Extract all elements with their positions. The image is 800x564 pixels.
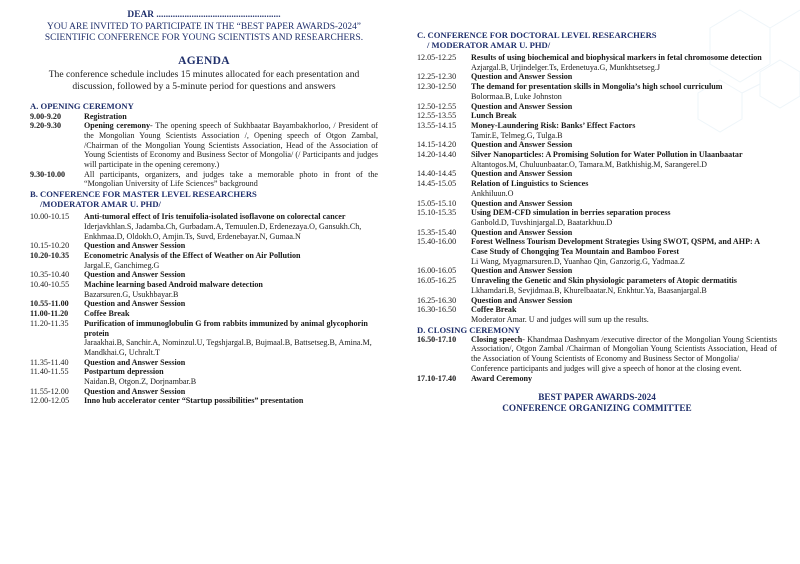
session-title: Coffee Break: [84, 309, 130, 319]
session-content: [471, 140, 777, 150]
section-c-schedule: [417, 53, 777, 325]
session-title: Question and Answer Session: [471, 140, 573, 150]
time-slot: 10.40-10.55: [30, 280, 70, 290]
session-content: [471, 305, 777, 324]
schedule-row: [30, 396, 378, 406]
session-content: [471, 237, 777, 266]
session-title: Question and Answer Session: [471, 72, 573, 82]
session-title: Question and Answer Session: [84, 386, 186, 396]
right-column: [417, 0, 777, 414]
time-slot: 12.00-12.05: [30, 396, 70, 406]
session-content: [471, 169, 777, 179]
session-content: [471, 374, 777, 384]
session-description: All participants, organizers, and judges take a memorable photo in front of the “Mongolian University of Life Sciences” background: [84, 169, 378, 189]
session-title: Forest Wellness Tourism Development Strategies Using SWOT, QSPM, and AHP: A Case Study of Chongqing Tea Mountain and Bamboo Forest: [471, 237, 760, 257]
time-slot: 10.35-10.40: [30, 270, 70, 280]
session-title: Coffee Break: [471, 305, 517, 315]
session-title: Lunch Break: [471, 111, 517, 121]
section-a-title: A. OPENING CEREMONY: [30, 100, 134, 111]
time-slot: 16.05-16.25: [417, 276, 457, 286]
time-slot: 14.20-14.40: [417, 150, 457, 160]
time-slot: 16.25-16.30: [417, 295, 457, 305]
left-column: [30, 0, 378, 406]
section-b-moderator: /MODERATOR AMAR U. PHD/: [40, 199, 161, 210]
schedule-row: [30, 358, 378, 368]
session-title: Using DEM-CFD simulation in berries separation process: [471, 208, 671, 218]
session-title: Inno hub accelerator center “Startup possibilities” presentation: [84, 396, 304, 406]
session-title: Registration: [84, 111, 127, 121]
session-title: Question and Answer Session: [471, 295, 573, 305]
time-slot: 11.40-11.55: [30, 367, 69, 377]
session-content: [84, 358, 378, 368]
time-slot: 9.20-9.30: [30, 121, 62, 131]
session-authors: Bazarsuren.G, Usukhbayar.B: [84, 289, 179, 299]
session-content: [84, 270, 378, 280]
session-title: Postpartum depression: [84, 367, 164, 377]
section-b-title: B. CONFERENCE FOR MASTER LEVEL RESEARCHERS /MODERATOR AMAR U. PHD/: [30, 189, 378, 209]
session-content: [471, 199, 777, 209]
section-c-moderator: / MODERATOR AMAR U. PHD/: [427, 40, 551, 50]
session-content: [471, 228, 777, 238]
schedule-row: [417, 296, 777, 306]
footer: [417, 392, 777, 414]
schedule-row: [30, 112, 378, 122]
session-authors: Bolormaa.B, Luke Johnston: [471, 91, 562, 101]
session-title: Question and Answer Session: [471, 266, 573, 276]
session-authors: Lkhamdari.B, Sevjidmaa.B, Khurelbaatar.N, Enkhtur.Ya, Baasanjargal.B: [471, 285, 707, 295]
session-title: Question and Answer Session: [84, 241, 186, 251]
footer-committee: CONFERENCE ORGANIZING COMMITTEE: [502, 403, 692, 414]
session-title: Question and Answer Session: [471, 169, 573, 179]
schedule-row: [417, 276, 777, 295]
dear-line: DEAR .....................................................: [127, 10, 281, 20]
time-slot: 15.35-15.40: [417, 227, 457, 237]
session-description: - The opening speech of Sukhbaatar Bayambakhorloo, / President of the Mongolian Young Scientists Association /, Opening speech of Otgon Zambal, /Chairman of the Mongolian Young Scientists Association, Head of the Association of Young Scientists of Economy and Business Sector of Mongolia/ (/ Participants and judges will participate in the opening ceremony.): [84, 121, 378, 170]
time-slot: 12.05-12.25: [417, 53, 457, 62]
session-authors: Moderator Amar. U and judges will sum up the results.: [471, 314, 649, 324]
section-c-title: C. CONFERENCE FOR DOCTORAL LEVEL RESEARCHERS / MODERATOR AMAR U. PHD/: [417, 30, 777, 50]
section-d-title: D. CLOSING CEREMONY: [417, 324, 521, 335]
session-description: - Khandmaa Dashnyam /executive director of the Mongolian Young Scientists Association/, Otgon Zambal /Chairman of Mongolian Young Scientists Association, Head of the Association of Young Scientists of Economy and Business Sector of Mongolia/: [471, 334, 777, 364]
schedule-row: [417, 53, 777, 72]
session-content: [84, 299, 378, 309]
session-content: [471, 266, 777, 276]
session-content: [84, 280, 378, 299]
time-slot: 12.25-12.30: [417, 72, 457, 82]
time-slot: 14.40-14.45: [417, 169, 457, 179]
schedule-row: [417, 169, 777, 179]
time-slot: 15.05-15.10: [417, 198, 457, 208]
time-slot: 11.35-11.40: [30, 357, 69, 367]
session-content: [84, 251, 378, 270]
schedule-row: [30, 319, 378, 358]
session-title: Money-Laundering Risk: Banks’ Effect Factors: [471, 120, 636, 130]
session-title: Silver Nanoparticles: A Promising Solution for Water Pollution in Ulaanbaatar: [471, 150, 743, 160]
session-content: [471, 335, 777, 374]
time-slot: 11.00-11.20: [30, 309, 69, 319]
schedule-row: [417, 102, 777, 112]
schedule-row: [30, 367, 378, 386]
time-slot: 16.50-17.10: [417, 334, 457, 344]
session-content: [471, 53, 777, 72]
time-slot: 9.00-9.20: [30, 111, 62, 121]
time-slot: 15.40-16.00: [417, 237, 457, 247]
time-slot: 10.00-10.15: [30, 212, 70, 222]
session-content: [471, 82, 777, 101]
time-slot: 14.45-15.05: [417, 179, 457, 189]
session-title: Purification of immunoglobulin G from rabbits immunized by animal glycophorin protein: [84, 318, 368, 338]
agenda-intro: The conference schedule includes 15 minutes allocated for each presentation and discussion, followed by a 5-minute period for questions and answers: [48, 68, 360, 92]
session-content: [471, 150, 777, 169]
session-title: The demand for presentation skills in Mongolia’s high school curriculum: [471, 82, 723, 92]
schedule-row: [417, 121, 777, 140]
schedule-row: [30, 309, 378, 319]
time-slot: 14.15-14.20: [417, 140, 457, 150]
session-authors: Jaraakhai.B, Sanchir.A, Nominzul.U, Tegshjargal.B, Bujmaal.B, Battsetseg.B, Amina.M, Mandkhai.G, Uchralt.T: [84, 338, 372, 357]
time-slot: 16.00-16.05: [417, 266, 457, 276]
time-slot: 13.55-14.15: [417, 120, 457, 130]
schedule-row: [417, 335, 777, 374]
time-slot: 11.20-11.35: [30, 318, 69, 328]
session-title: Anti-tumoral effect of Iris tenuifolia-isolated isoflavone on colorectal cancer: [84, 212, 346, 222]
time-slot: 16.30-16.50: [417, 305, 457, 315]
schedule-row: [417, 374, 777, 384]
schedule-row: [417, 199, 777, 209]
schedule-row: [417, 140, 777, 150]
session-title: Opening ceremony: [84, 121, 150, 131]
session-content: [84, 121, 378, 170]
session-content: [471, 276, 777, 295]
time-slot: 9.30-10.00: [30, 169, 66, 179]
schedule-row: [417, 82, 777, 101]
schedule-row: [30, 212, 378, 241]
session-content: [84, 212, 378, 241]
session-content: [471, 296, 777, 306]
session-authors: Altantogos.M, Chuluunbaatar.O, Tamara.M, Batkhishig.M, Sarangerel.D: [471, 159, 707, 169]
schedule-row: [30, 299, 378, 309]
section-d-schedule: [417, 335, 777, 384]
schedule-row: [417, 111, 777, 121]
session-authors: Li Wang, Myagmarsuren.D, Yuanhao Qin, Ganzorig.G, Yadmaa.Z: [471, 256, 685, 266]
session-authors: Jargal.E, Ganchimeg.G: [84, 260, 160, 270]
time-slot: 11.55-12.00: [30, 386, 69, 396]
session-title: Relation of Linguistics to Sciences: [471, 179, 589, 189]
session-content: [84, 112, 378, 122]
schedule-row: [417, 179, 777, 198]
time-slot: 12.30-12.50: [417, 82, 457, 92]
schedule-row: [417, 228, 777, 238]
session-content: [84, 396, 378, 406]
session-authors: Azjargal.B, Urjindelger.Ts, Erdenetuya.G, Munkhtsetseg.J: [471, 62, 660, 72]
session-title: Unraveling the Genetic and Skin physiologic parameters of Atopic dermatitis: [471, 276, 737, 286]
time-slot: 10.20-10.35: [30, 250, 70, 260]
session-title: Question and Answer Session: [471, 198, 573, 208]
session-content: [471, 72, 777, 82]
session-content: [471, 208, 777, 227]
session-title: Question and Answer Session: [84, 270, 186, 280]
session-content: [84, 367, 378, 386]
session-title: Question and Answer Session: [84, 357, 186, 367]
section-b-schedule: [30, 212, 378, 406]
session-content: [471, 179, 777, 198]
session-title: Question and Answer Session: [471, 101, 573, 111]
session-title: Machine learning based Android malware detection: [84, 280, 263, 290]
session-title: Closing speech: [471, 334, 523, 344]
session-content: [84, 170, 378, 189]
session-authors: Ganbold.D, Tuvshinjargal.D, Baatarkhuu.D: [471, 217, 613, 227]
schedule-row: [30, 280, 378, 299]
time-slot: 10.55-11.00: [30, 299, 69, 309]
session-note: Conference participants and judges will give a speech of honor at the closing event.: [471, 363, 742, 373]
schedule-row: [30, 251, 378, 270]
time-slot: 12.55-13.55: [417, 111, 457, 121]
session-title: Econometric Analysis of the Effect of Weather on Air Pollution: [84, 250, 301, 260]
schedule-row: [30, 241, 378, 251]
schedule-row: [30, 387, 378, 397]
session-content: [84, 241, 378, 251]
time-slot: 10.15-10.20: [30, 241, 70, 251]
session-authors: Ankhiluun.O: [471, 188, 514, 198]
schedule-row: [417, 237, 777, 266]
session-title: Award Ceremony: [471, 373, 533, 383]
schedule-row: [417, 266, 777, 276]
schedule-row: [30, 170, 378, 189]
schedule-row: [417, 305, 777, 324]
time-slot: 15.10-15.35: [417, 208, 457, 218]
session-content: [471, 121, 777, 140]
session-title: Question and Answer Session: [471, 227, 573, 237]
schedule-row: [417, 208, 777, 227]
session-title: Results of using biochemical and biophysical markers in fetal chromosome detection: [471, 53, 762, 62]
section-a-schedule: [30, 112, 378, 190]
time-slot: 17.10-17.40: [417, 373, 457, 383]
session-content: [84, 387, 378, 397]
session-content: [84, 309, 378, 319]
session-authors: Tamir.E, Telmeg.G, Tulga.B: [471, 130, 563, 140]
session-authors: Iderjavkhlan.S, Jadamba.Ch, Gurbadam.A, Temuulen.D, Erdenezaya.O, Gansukh.Ch, Enkhmaa.D, Oldokh.O, Amjin.Ts, Suvd, Erdenebayar.N, Gumaa.N: [84, 221, 362, 241]
session-content: [471, 102, 777, 112]
schedule-row: [30, 270, 378, 280]
schedule-row: [417, 72, 777, 82]
session-authors: Naidan.B, Otgon.Z, Dorjnambar.B: [84, 377, 197, 387]
session-content: [84, 319, 378, 358]
time-slot: 12.50-12.55: [417, 101, 457, 111]
footer-awards: BEST PAPER AWARDS-2024: [538, 392, 656, 403]
agenda-title: AGENDA: [178, 54, 230, 67]
invitation-text: YOU ARE INVITED TO PARTICIPATE IN THE “BEST PAPER AWARDS-2024” SCIENTIFIC CONFERENCE FOR YOUNG SCIENTISTS AND RESEARCHERS.: [44, 21, 364, 43]
session-title: Question and Answer Session: [84, 299, 186, 309]
schedule-row: [30, 121, 378, 170]
session-content: [471, 111, 777, 121]
schedule-row: [417, 150, 777, 169]
